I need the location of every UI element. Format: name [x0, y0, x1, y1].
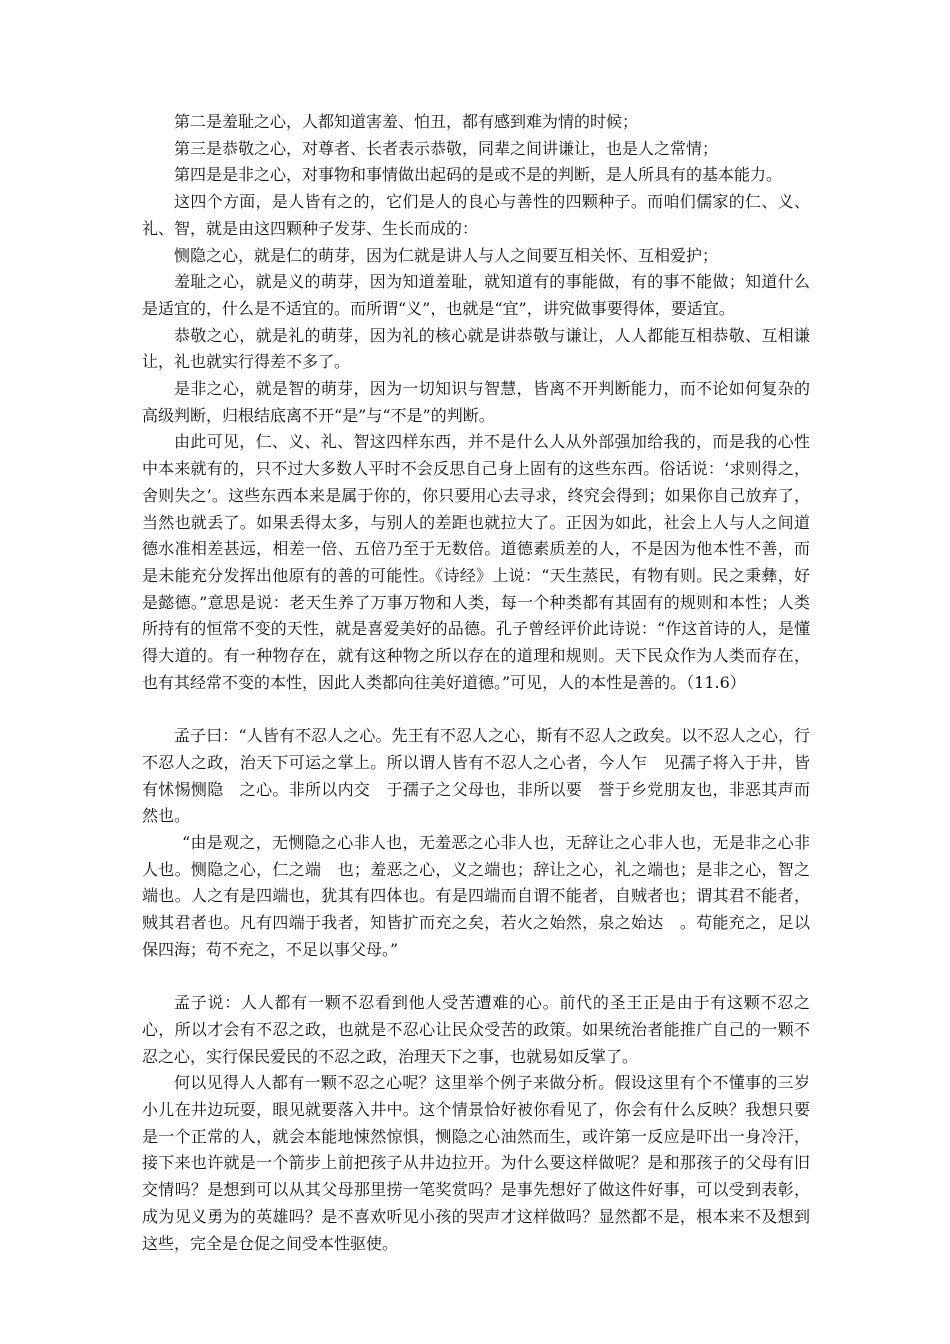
paragraph-gap: [142, 963, 810, 990]
paragraph: 是非之心，就是智的萌芽，因为一切知识与智慧，皆离不开判断能力，而不论如何复杂的高级判断，归根结底离不开“是”与“不是”的判断。: [142, 379, 810, 425]
document-body: [142, 109, 810, 1257]
paragraph: 第三是恭敬之心，对尊者、长者表示恭敬，同辈之间讲谦让，也是人之常情；: [174, 138, 719, 158]
paragraph: “由是观之，无恻隐之心非人也，无羞恶之心非人也，无辞让之心非人也，无是非之心非人也。恻隐之心，仁之端 也；羞恶之心，义之端也；辞让之心，礼之端也；是非之心，智之端也。人之有是四端也，犹其有四体也。有是四端而自谓不能者，自贼者也；谓其君不能者，贼其君者也。凡有四端于我者，知皆扩而充之矣，若火之始然，泉之始达 。苟能充之，足以保四海；苟不充之，不足以事父母。”: [142, 832, 810, 959]
paragraph: 孟子曰：“人皆有不忍人之心。先王有不忍人之心，斯有不忍人之政矣。以不忍人之心，行不忍人之政，治天下可运之掌上。所以谓人皆有不忍人之心者，今人乍 见孺子将入于井，皆有怵惕恻隐 之心。非所以内交 于孺子之父母也，非所以要 誉于乡党朋友也，非恶其声而然也。: [142, 726, 810, 826]
paragraph: 恻隐之心，就是仁的萌芽，因为仁就是讲人与人之间要互相关怀、互相爱护；: [174, 245, 719, 265]
paragraph: 羞耻之心，就是义的萌芽，因为知道羞耻，就知道有的事能做，有的事不能做；知道什么是适宜的，什么是不适宜的。而所谓“义”，也就是“宜”，讲究做事要得体，要适宜。: [142, 272, 810, 318]
paragraph: 由此可见，仁、义、礼、智这四样东西，并不是什么人从外部强加给我的，而是我的心性中本来就有的，只不过大多数人平时不会反思自己身上固有的这些东西。俗话说：‘求则得之，舍则失之’。这些东西本来是属于你的，你只要用心去寻求，终究会得到；如果你自己放弃了，当然也就丢了。如果丢得太多，与别人的差距也就拉大了。正因为如此，社会上人与人之间道德水准相差甚远，相差一倍、五倍乃至于无数倍。道德素质差的人，不是因为他本性不善，而是未能充分发挥出他原有的善的可能性。《诗经》上说：“天生蒸民，有物有则。民之秉彝，好是懿德。”意思是说：老天生养了万事万物和人类，每一个种类都有其固有的规则和本性；人类所持有的恒常不变的天性，就是喜爱美好的品德。孔子曾经评价此诗说：“作这首诗的人，是懂得大道的。有一种物存在，就有这种物之所以存在的道理和规则。天下民众作为人类而存在，也有其经常不变的本性，因此人类都向往美好道德。”可见，人的本性是善的。（11.6）: [142, 432, 810, 692]
paragraph: 第四是是非之心，对事物和事情做出起码的是或不是的判断，是人所具有的基本能力。: [174, 165, 783, 185]
paragraph: 第二是羞耻之心，人都知道害羞、怕丑，都有感到难为情的时候；: [174, 112, 639, 131]
paragraph: 孟子说：人人都有一颗不忍看到他人受苦遭难的心。前代的圣王正是由于有这颗不忍之心，所以才会有不忍之政，也就是不忍心让民众受苦的政策。如果统治者能推广自己的一颗不忍之心，实行保民爱民的不忍之政，治理天下之事，也就易如反掌了。: [142, 993, 810, 1066]
paragraph-gap: [142, 696, 810, 723]
paragraph: 这四个方面，是人皆有之的，它们是人的良心与善性的四颗种子。而咱们儒家的仁、义、礼、智，就是由这四颗种子发芽、生长而成的：: [142, 192, 810, 238]
paragraph: 何以见得人人都有一颗不忍之心呢？这里举个例子来做分析。假设这里有个不懂事的三岁小儿在井边玩耍，眼见就要落入井中。这个情景恰好被你看见了，你会有什么反映？我想只要是一个正常的人，就会本能地悚然惊惧，恻隐之心油然而生，或许第一反应是吓出一身冷汗，接下来也许就是一个箭步上前把孩子从井边拉开。为什么要这样做呢？是和那孩子的父母有旧交情吗？是想到可以从其父母那里捞一笔奖赏吗？是事先想好了做这件好事，可以受到表彰，成为见义勇为的英雄吗？是不喜欢听见小孩的哭声才这样做吗？显然都不是，根本来不及想到这些，完全是仓促之间受本性驱使。: [142, 1073, 810, 1253]
paragraph: 恭敬之心，就是礼的萌芽，因为礼的核心就是讲恭敬与谦让，人人都能互相恭敬、互相谦让，礼也就实行得差不多了。: [142, 325, 810, 372]
